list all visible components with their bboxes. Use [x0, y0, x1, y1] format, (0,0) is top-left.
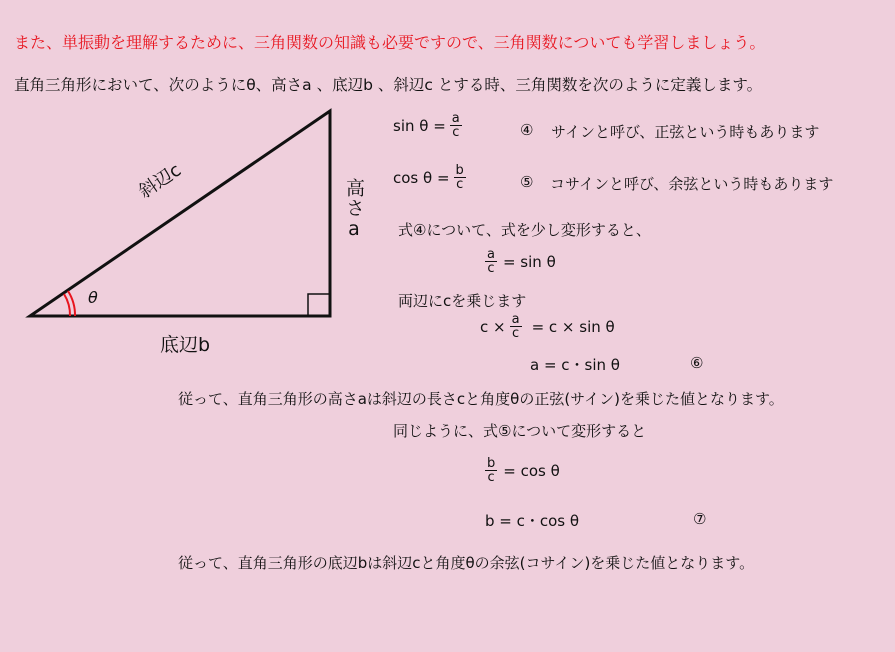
- f2-lhs: c ×: [480, 317, 506, 336]
- sin-lhs: sin θ =: [393, 116, 446, 135]
- cos-lhs: cos θ =: [393, 168, 450, 187]
- f2-denominator: c: [512, 326, 520, 341]
- height-label: 高さa: [343, 178, 365, 241]
- conclusion-cos: 従って、直角三角形の底辺bは斜辺cと角度θの余弦(コサイン)を乗じた値となります。: [178, 554, 755, 572]
- sin-numerator: a: [451, 111, 460, 126]
- intro-text: また、単振動を理解するために、三角関数の知識も必要ですので、三角関数についても学習しましょう。: [14, 33, 766, 52]
- eq6-number: ⑥: [690, 354, 704, 372]
- cos-denominator: c: [456, 177, 464, 192]
- f2-fraction: [510, 313, 522, 340]
- f4-fraction: [485, 457, 497, 484]
- f4-denominator: c: [487, 470, 495, 485]
- derivation-step1: 式④について、式を少し変形すると、: [398, 221, 651, 239]
- sin-fraction: [450, 112, 462, 139]
- f2-rhs: = c × sin θ: [531, 317, 615, 336]
- eq4-description: サインと呼び、正弦という時もあります: [551, 123, 820, 141]
- sin-denominator: c: [452, 125, 460, 140]
- derivation-step3: 同じように、式⑤について変形すると: [393, 422, 647, 440]
- angle-theta-label: θ: [88, 288, 98, 307]
- sin-definition: [393, 112, 464, 139]
- f1-numerator: a: [487, 247, 495, 262]
- base-label: 底辺b: [160, 334, 211, 356]
- eq5-description: コサインと呼び、余弦という時もあります: [550, 175, 834, 193]
- angle-arc-inner: [64, 294, 70, 316]
- eq4-number: ④: [520, 121, 534, 139]
- formula-a-equals: a = c・sin θ: [530, 356, 620, 374]
- cos-fraction: [454, 164, 466, 191]
- eq7-number: ⑦: [693, 510, 707, 528]
- derivation-step2: 両辺にcを乗じます: [398, 292, 527, 310]
- triangle-shape: [30, 111, 330, 316]
- f1-fraction: [485, 248, 497, 275]
- f1-rhs: = sin θ: [502, 252, 556, 271]
- formula-b-equals: b = c・cos θ: [485, 512, 580, 530]
- hypotenuse-label: 斜辺c: [135, 159, 186, 203]
- formula-a-over-c: [483, 248, 556, 275]
- f1-denominator: c: [487, 261, 495, 276]
- cos-definition: [393, 164, 468, 191]
- formula-c-times: [480, 313, 615, 340]
- eq5-number: ⑤: [520, 173, 534, 191]
- cos-numerator: b: [455, 163, 464, 178]
- conclusion-sin: 従って、直角三角形の高さaは斜辺の長さcと角度θの正弦(サイン)を乗じた値となります。: [178, 390, 784, 408]
- f2-numerator: a: [511, 312, 520, 327]
- f4-rhs: = cos θ: [503, 461, 560, 480]
- definition-text: 直角三角形において、次のようにθ、高さa 、底辺b 、斜辺c とする時、三角関数を次のように定義します。: [14, 76, 763, 94]
- formula-b-over-c: [483, 457, 560, 484]
- f4-numerator: b: [487, 456, 496, 471]
- right-angle-marker: [308, 294, 330, 316]
